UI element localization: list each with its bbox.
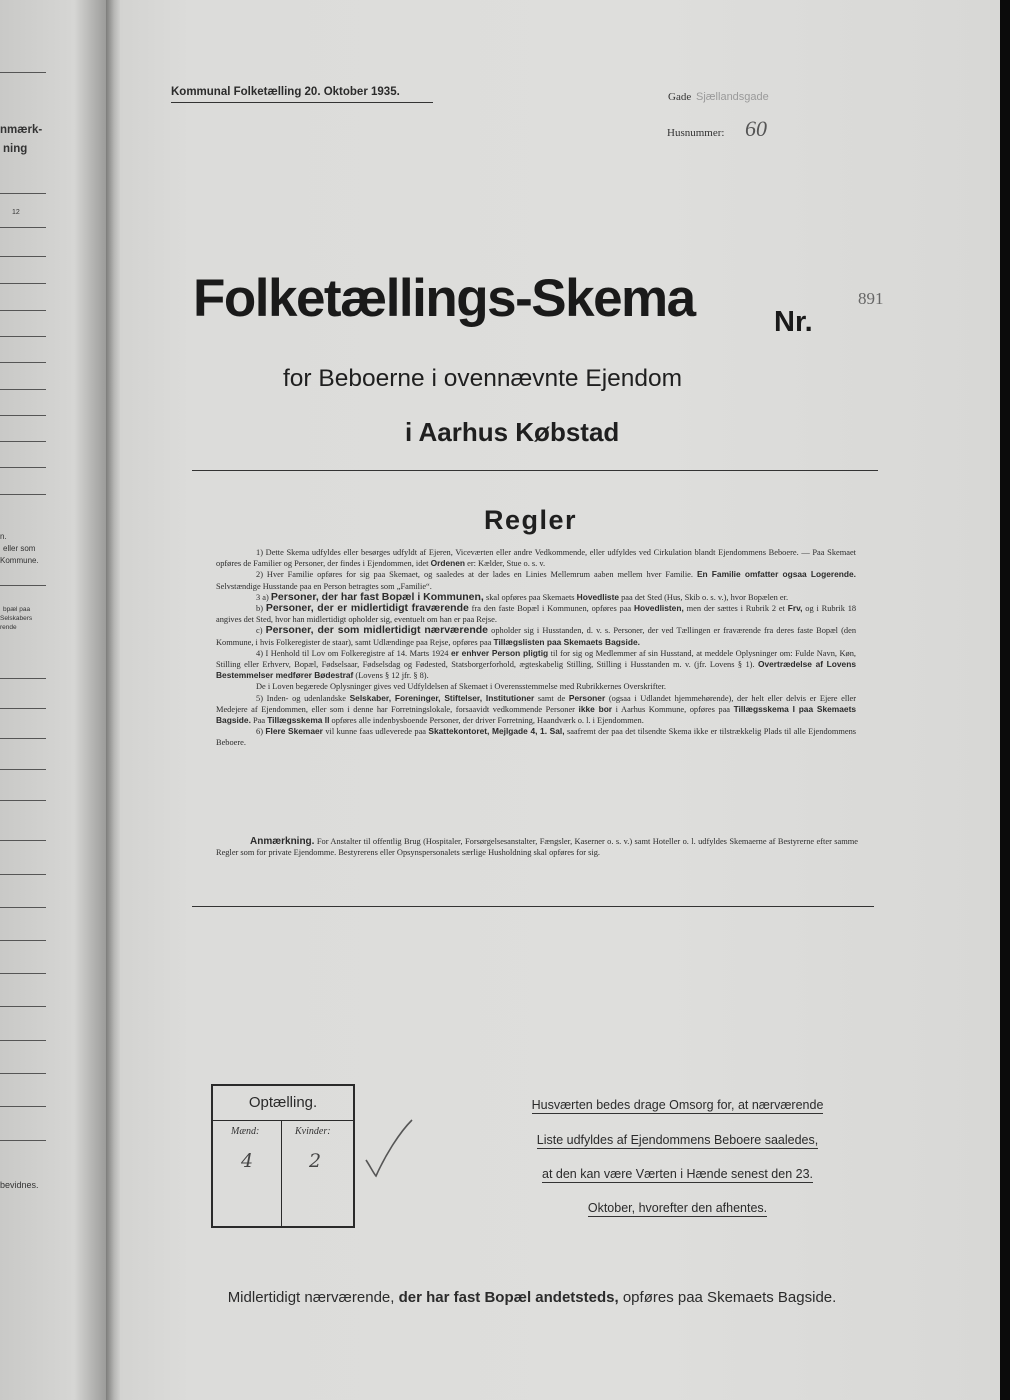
form-line — [0, 1006, 46, 1007]
form-line — [0, 585, 46, 586]
form-line — [0, 1106, 46, 1107]
form-line — [0, 389, 46, 390]
text-fragment: n. — [0, 532, 7, 541]
owner-note-line: Oktober, hvorefter den afhentes. — [587, 1201, 768, 1215]
form-line — [0, 283, 46, 284]
text-fragment: eller som — [3, 544, 36, 553]
form-line — [0, 256, 46, 257]
owner-note-line: Husværten bedes drage Omsorg for, at nærværende — [531, 1098, 824, 1112]
form-line — [0, 494, 46, 495]
form-line — [0, 193, 46, 194]
form-line — [0, 973, 46, 974]
rule-4: 4) I Henhold til Lov om Folkeregistre af 14. Marts 1924 er enhver Person pligtig til for sig og Medlemmer af sin Husstand, at meddele Oplysninger om: Fulde Navn, Køn, Stilling eller Erhverv, Bopæl, Fødselsaar, Fødselsdag og Fødested, Statsborgerforhold, ægteskabelig Stilling, Stilling i Husstanden m. v. (jfr. Lovens § 1). Overtrædelse af Lovens Bestemmelser medfører Bødestraf (Lovens § 12 jfr. § 8). — [216, 647, 857, 681]
rules-heading: Regler — [484, 505, 578, 535]
owner-note-line: Liste udfyldes af Ejendommens Beboere saaledes, — [536, 1133, 819, 1147]
form-line — [0, 467, 46, 468]
subtitle-property: for Beboerne i ovennævnte Ejendom — [283, 365, 683, 392]
form-line — [0, 840, 46, 841]
rule-3a: 3 a) Personer, der har fast Bopæl i Kommunen, skal opføres paa Skemaets Hovedliste paa det Sted (Hus, Skib o. s. v.), hvor Bopælen er. — [256, 590, 789, 603]
owner-note-line: at den kan være Værten i Hænde senest den 23. — [542, 1167, 813, 1181]
text-fragment: Selskabers — [0, 615, 33, 622]
rule-6: 6) Flere Skemaer vil kunne faas udleverede paa Skattekontoret, Mejlgade 4, 1. Sal, saafremt der paa det tilsendte Skema ikke er tilstrækkelig Plads til alle Ejendommens Beboere. — [216, 726, 857, 748]
form-line — [0, 907, 46, 908]
form-number-label: Nr. — [774, 306, 813, 338]
women-label: Kvinder: — [295, 1126, 331, 1137]
form-line — [0, 441, 46, 442]
rule-5: 5) Inden- og udenlandske Selskaber, Foreninger, Stiftelser, Institutioner samt de Personer (ogsaa i Udlandet hjemmehørende), der helt eller delvis er Ejere eller Medejere af Ejendommen, eller som i denne har Forretningslokale, forsaavidt vedkommende Personer ikke bor i Aarhus Kommune, opføres paa Tillægsskema I paa Skemaets Bagside. Paa Tillægsskema II opføres alle indenbysboende Personer, der driver Forretning, Haandværk o. l. i Ejendommen. — [216, 692, 857, 726]
form-line — [0, 874, 46, 875]
count-divider — [213, 1120, 353, 1121]
women-value: 2 — [309, 1150, 322, 1172]
divider-bottom — [192, 906, 874, 907]
street-value: Sjællandsgade — [696, 91, 769, 103]
footer-instruction: Midlertidigt nærværende, der har fast Bopæl andetsteds, opføres paa Skemaets Bagside. — [227, 1289, 837, 1306]
form-line — [0, 738, 46, 739]
census-title: Kommunal Folketælling 20. Oktober 1935. — [171, 86, 400, 98]
form-line — [0, 415, 46, 416]
rules-section — [216, 547, 856, 749]
form-line — [0, 227, 46, 228]
note-section — [216, 836, 858, 859]
scan-border — [1000, 0, 1010, 1400]
census-title-underline — [171, 102, 433, 103]
subtitle-city: i Aarhus Købstad — [405, 417, 620, 447]
text-fragment: bpæl paa — [3, 606, 31, 613]
form-title: Folketællings-Skema — [193, 269, 695, 328]
text-fragment: Kommune. — [0, 556, 39, 565]
text-fragment: rende — [0, 624, 17, 631]
divider-top — [192, 470, 878, 471]
previous-page-fragment — [0, 0, 106, 1400]
form-line — [0, 940, 46, 941]
house-number-value: 60 — [745, 116, 767, 141]
count-column-divider — [281, 1120, 282, 1226]
check-mark-icon — [362, 1118, 418, 1180]
men-label: Mænd: — [231, 1126, 260, 1137]
form-number-value: 891 — [858, 289, 884, 308]
text-fragment: bevidnes. — [0, 1180, 39, 1190]
form-line — [0, 708, 46, 709]
form-line — [0, 336, 46, 337]
form-line — [0, 310, 46, 311]
form-line — [0, 362, 46, 363]
form-line — [0, 1073, 46, 1074]
count-title: Optælling. — [248, 1094, 318, 1111]
form-line — [0, 1140, 46, 1141]
note-heading: Anmærkning. — [250, 836, 315, 847]
form-line — [0, 800, 46, 801]
column-header-bottom: ning — [3, 143, 28, 155]
count-box — [211, 1084, 355, 1228]
book-gutter — [106, 0, 120, 1400]
rule-4-note: De i Loven begærede Oplysninger gives ved Udfyldelsen af Skemaet i Overensstemmelse med Rubrikkernes Overskrifter. — [256, 682, 667, 692]
form-line — [0, 678, 46, 679]
men-value: 4 — [241, 1150, 254, 1172]
form-line — [0, 1040, 46, 1041]
rule-1: 1) Dette Skema udfyldes eller besørges udfyldt af Ejeren, Viceværten eller andre Vedkommende, eller udfyldes ved Cirkulation blandt Ejendommens Beboere. — Paa Skemaet opføres de Familier og Personer, der findes i Ejendommen, idet Ordenen er: Kælder, Stue o. s. v. — [216, 548, 856, 569]
street-label: Gade — [668, 91, 692, 103]
column-header-top: nmærk- — [0, 124, 43, 136]
rule-3c: c) Personer, der som midlertidigt nærværende opholder sig i Husstanden, d. v. s. Personer, der ved Tællingen er fraværende fra deres faste Bopæl (den Kommune, i hvis Folkeregister de staar), samt Udlændinge paa Rejse, opføres paa Tillægslisten paa Skemaets Bagside. — [216, 624, 857, 647]
house-number-label: Husnummer: — [667, 127, 725, 139]
rule-2: 2) Hver Familie opføres for sig paa Skemaet, og saaledes at der lades en Linies Mellemrum aaben mellem hver Familie. En Familie omfatter ogsaa Logerende. Selvstændige Husstande paa en Person betragtes som „Familie“. — [216, 569, 856, 591]
form-line — [0, 769, 46, 770]
rule-3b: b) Personer, der er midlertidigt fraværende fra den faste Bopæl i Kommunen, opføres paa Hovedlisten, men der sættes i Rubrik 2 et Frv, og i Rubrik 18 angives det Sted, hvor han midlertidigt opholder sig, eventuelt om han er paa Rejse. — [216, 602, 857, 625]
column-number: 12 — [12, 209, 20, 216]
form-line — [0, 72, 46, 73]
note-text: For Anstalter til offentlig Brug (Hospitaler, Forsørgelsesanstalter, Fængsler, Kaserner o. s. v.) samt Hoteller o. l. udfyldes Skemaerne af Bestyrerne efter samme Regler som for private Ejendomme. Bestyrerens eller Opsynspersonalets særlige Husholdning skal opføres for sig. — [216, 837, 858, 858]
